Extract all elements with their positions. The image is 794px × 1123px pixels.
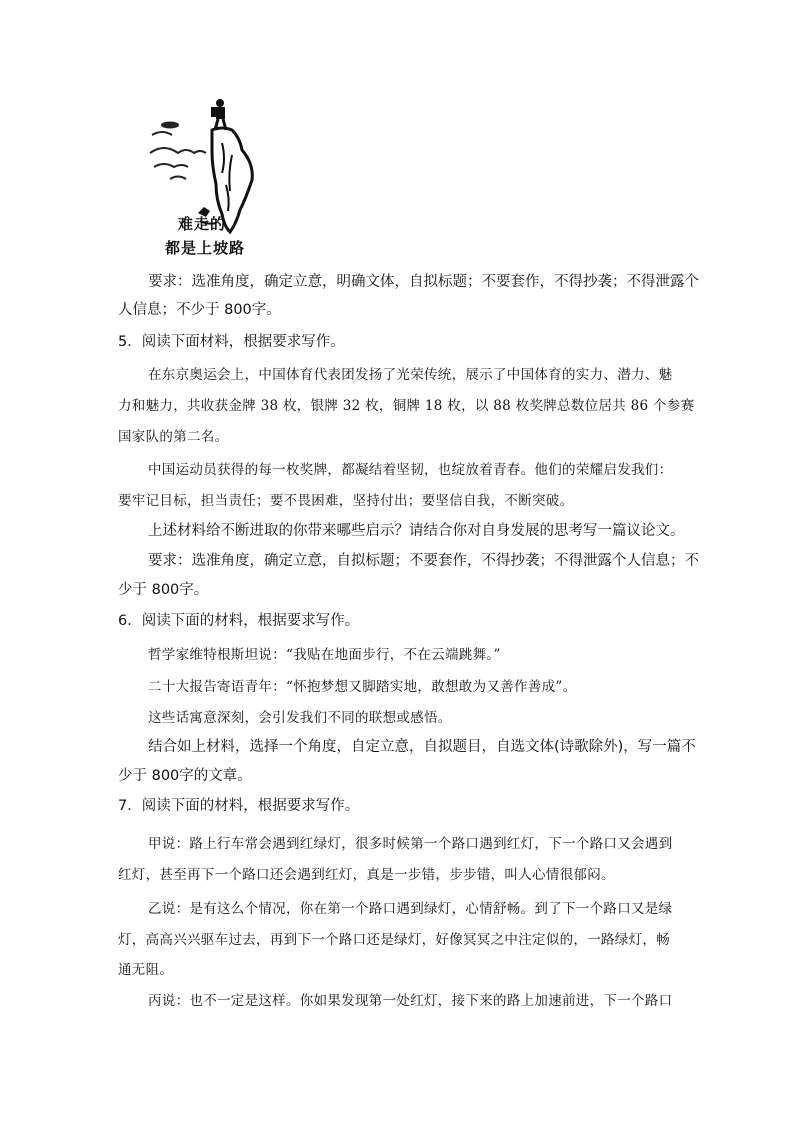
text-line: 上述材料给不断进取的你带来哪些启示？请结合你对自身发展的思考写一篇议论文。 [148,523,685,539]
illustration-caption-line1: 难走的 [178,215,227,233]
question-heading: 5．阅读下面材料，根据要求写作。 [118,334,345,350]
text-line: 人信息；不少于 800字。 [118,302,281,318]
text-line: 通无阻。 [118,962,174,978]
text-line: 红灯，甚至再下一个路口还会遇到红灯，真是一步错，步步错，叫人心情很郁闷。 [118,867,615,883]
text-line: 丙说：也不一定是这样。你如果发现第一处红灯，接下来的路上加速前进，下一个路口 [148,993,673,1009]
question-heading: 6．阅读下面的材料，根据要求写作。 [118,613,360,629]
text-line: 灯，高高兴兴驱车过去，再到下一个路口还是绿灯，好像冥冥之中注定似的，一路绿灯，畅 [118,932,670,948]
text-line: 要牢记目标，担当责任；要不畏困难，坚持付出；要坚信自我，不断突破。 [118,493,574,509]
text-line: 要求：选准角度，确定立意，明确文体，自拟标题；不要套作，不得抄袭；不得泄露个 [148,274,699,290]
text-line: 这些话寓意深刻，会引发我们不同的联想或感悟。 [148,710,452,726]
text-line: 甲说：路上行车常会遇到红绿灯，很多时候第一个路口遇到红灯，下一个路口又会遇到 [148,836,673,852]
text-line: 要求：选准角度，确定立意，自拟标题；不要套作，不得抄袭；不得泄露个人信息；不 [148,553,699,569]
illustration-caption-line2: 都是上坡路 [165,239,246,257]
text-line: 力和魅力，共收获金牌 38 枚，银牌 32 枚，铜牌 18 枚，以 88 枚奖牌总数位居共 86 个参赛 [118,398,695,414]
question-heading: 7．阅读下面的材料，根据要求写作。 [118,798,360,814]
text-line: 少于 800字的文章。 [118,768,252,784]
text-line: 结合如上材料，选择一个角度，自定立意，自拟题目，自选文体(诗歌除外)，写一篇不 [148,739,696,755]
text-line: 国家队的第二名。 [118,429,229,445]
text-line: 二十大报告寄语青年：“怀抱梦想又脚踏实地，敢想敢为又善作善成”。 [148,679,577,695]
text-line: 哲学家维特根斯坦说：“我贴在地面步行，不在云端跳舞。” [148,647,501,663]
text-line: 少于 800字。 [118,582,209,598]
text-line: 乙说：是有这么个情况，你在第一个路口遇到绿灯，心情舒畅。到了下一个路口又是绿 [148,901,673,917]
text-line: 在东京奥运会上，中国体育代表团发扬了光荣传统，展示了中国体育的实力、潜力、魅 [148,367,673,383]
text-line: 中国运动员获得的每一枚奖牌，都凝结着坚韧，也绽放着青春。他们的荣耀启发我们： [148,462,673,478]
